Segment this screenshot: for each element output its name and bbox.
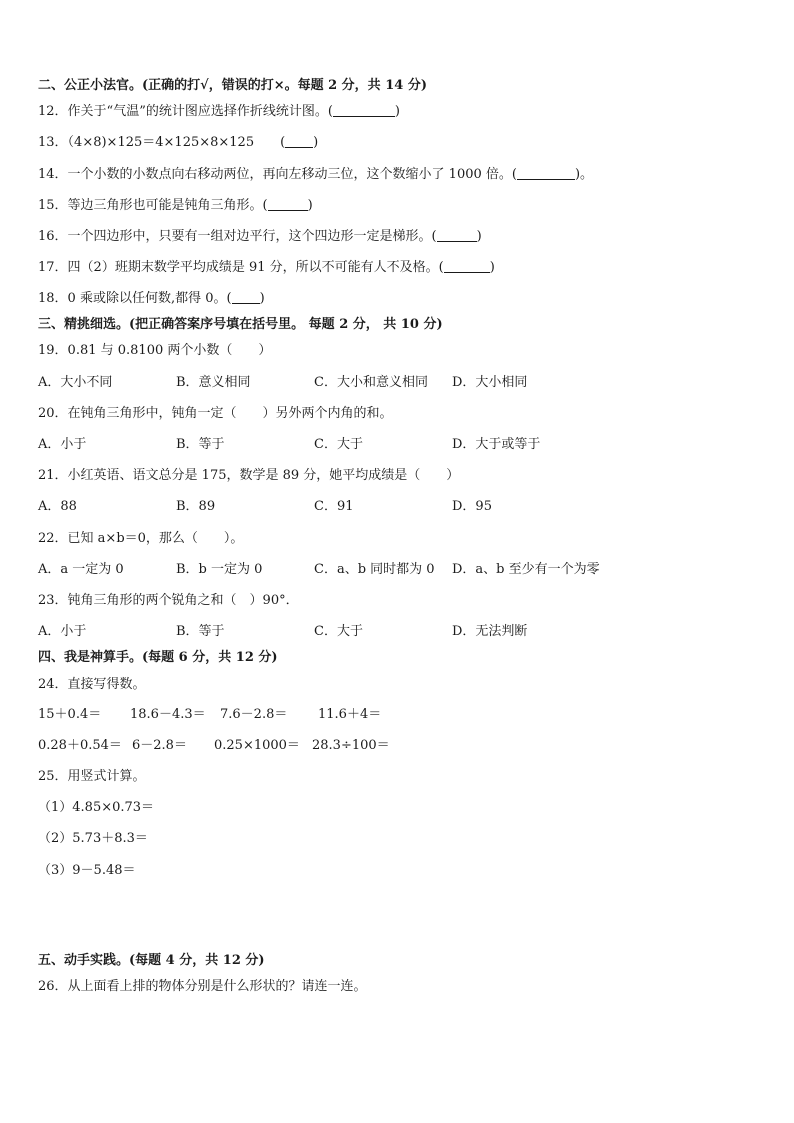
answer-blank[interactable] xyxy=(268,197,308,211)
option-b[interactable]: B．等于 xyxy=(176,624,225,639)
calc-item: 7.6－2.8＝ xyxy=(220,707,288,722)
section-2-heading: 二、公正小法官。(正确的打√，错误的打×。每题 2 分，共 14 分) xyxy=(38,78,427,93)
calc-item: 11.6＋4＝ xyxy=(318,707,382,722)
question-14 xyxy=(38,166,764,184)
bracket-close: ) xyxy=(259,291,265,306)
question-17 xyxy=(38,259,764,277)
option-a[interactable]: A．88 xyxy=(38,499,77,514)
option-c[interactable]: C．大于 xyxy=(314,437,363,452)
question-24: 24．直接写得数。 xyxy=(38,677,146,692)
option-a[interactable]: A．小于 xyxy=(38,624,87,639)
question-25: 25．用竖式计算。 xyxy=(38,769,146,784)
question-22-stem: 22．已知 a×b＝0，那么（ ）。 xyxy=(38,531,244,546)
option-c[interactable]: C．91 xyxy=(314,499,354,514)
option-d[interactable]: D．大小相同 xyxy=(452,375,528,390)
question-23-stem: 23．钝角三角形的两个锐角之和（ ）90°． xyxy=(38,593,299,608)
option-b[interactable]: B．等于 xyxy=(176,437,225,452)
bracket-close: ) xyxy=(313,135,319,150)
bracket-close: ) xyxy=(307,198,313,213)
option-a[interactable]: A．大小不同 xyxy=(38,375,113,390)
question-19-stem: 19．0.81 与 0.8100 两个小数（ ） xyxy=(38,343,272,358)
bracket-close: ) xyxy=(394,104,400,119)
calc-item: 0.28＋0.54＝ xyxy=(38,738,122,753)
question-18 xyxy=(38,290,764,308)
question-text: 13．（4×8)×125＝4×125×8×125 ( xyxy=(38,135,286,150)
answer-blank[interactable] xyxy=(437,228,477,242)
question-text: 17．四（2）班期末数学平均成绩是 91 分，所以不可能有人不及格。( xyxy=(38,260,444,275)
vertical-calc-1: （1）4.85×0.73＝ xyxy=(38,800,155,815)
calc-item: 18.6－4.3＝ xyxy=(130,707,206,722)
option-b[interactable]: B．b 一定为 0 xyxy=(176,562,263,577)
calc-item: 28.3÷100＝ xyxy=(312,738,390,753)
option-a[interactable]: A．小于 xyxy=(38,437,87,452)
calc-item: 0.25×1000＝ xyxy=(214,738,300,753)
question-21-stem: 21．小红英语、语文总分是 175，数学是 89 分，她平均成绩是（ ） xyxy=(38,468,460,483)
bracket-close: ) xyxy=(489,260,495,275)
question-text: 15．等边三角形也可能是钝角三角形。( xyxy=(38,198,268,213)
answer-blank[interactable] xyxy=(285,134,313,148)
vertical-calc-3: （3）9－5.48＝ xyxy=(38,863,136,878)
bracket-close: ) xyxy=(476,229,482,244)
section-4-heading: 四、我是神算手。(每题 6 分，共 12 分) xyxy=(38,650,278,665)
section-5-heading: 五、动手实践。(每题 4 分，共 12 分) xyxy=(38,953,265,968)
answer-blank[interactable] xyxy=(232,290,260,304)
question-26: 26．从上面看上排的物体分别是什么形状的？请连一连。 xyxy=(38,979,367,994)
answer-blank[interactable] xyxy=(444,259,490,273)
option-b[interactable]: B．意义相同 xyxy=(176,375,251,390)
option-d[interactable]: D．大于或等于 xyxy=(452,437,541,452)
option-d[interactable]: D．95 xyxy=(452,499,492,514)
answer-blank[interactable] xyxy=(333,103,395,117)
question-13 xyxy=(38,134,764,152)
option-a[interactable]: A．a 一定为 0 xyxy=(38,562,124,577)
question-text: 12．作关于“气温”的统计图应选择作折线统计图。( xyxy=(38,104,333,119)
question-15 xyxy=(38,197,764,215)
question-text: 16．一个四边形中，只要有一组对边平行，这个四边形一定是梯形。( xyxy=(38,229,437,244)
calc-item: 6－2.8＝ xyxy=(132,738,187,753)
question-12 xyxy=(38,103,764,121)
option-d[interactable]: D．无法判断 xyxy=(452,624,528,639)
question-20-stem: 20．在钝角三角形中，钝角一定（ ）另外两个内角的和。 xyxy=(38,406,393,421)
question-text: 14．一个小数的小数点向右移动两位，再向左移动三位，这个数缩小了 1000 倍。( xyxy=(38,167,517,182)
option-c[interactable]: C．大小和意义相同 xyxy=(314,375,428,390)
vertical-calc-2: （2）5.73＋8.3＝ xyxy=(38,831,148,846)
calc-item: 15＋0.4＝ xyxy=(38,707,102,722)
option-c[interactable]: C．大于 xyxy=(314,624,363,639)
option-d[interactable]: D．a、b 至少有一个为零 xyxy=(452,562,600,577)
answer-blank[interactable] xyxy=(517,166,575,180)
question-text: 18．0 乘或除以任何数,都得 0。( xyxy=(38,291,232,306)
question-16 xyxy=(38,228,764,246)
option-b[interactable]: B．89 xyxy=(176,499,216,514)
bracket-close: )。 xyxy=(574,167,594,182)
option-c[interactable]: C．a、b 同时都为 0 xyxy=(314,562,435,577)
section-3-heading: 三、精挑细选。(把正确答案序号填在括号里。 每题 2 分， 共 10 分) xyxy=(38,317,443,332)
